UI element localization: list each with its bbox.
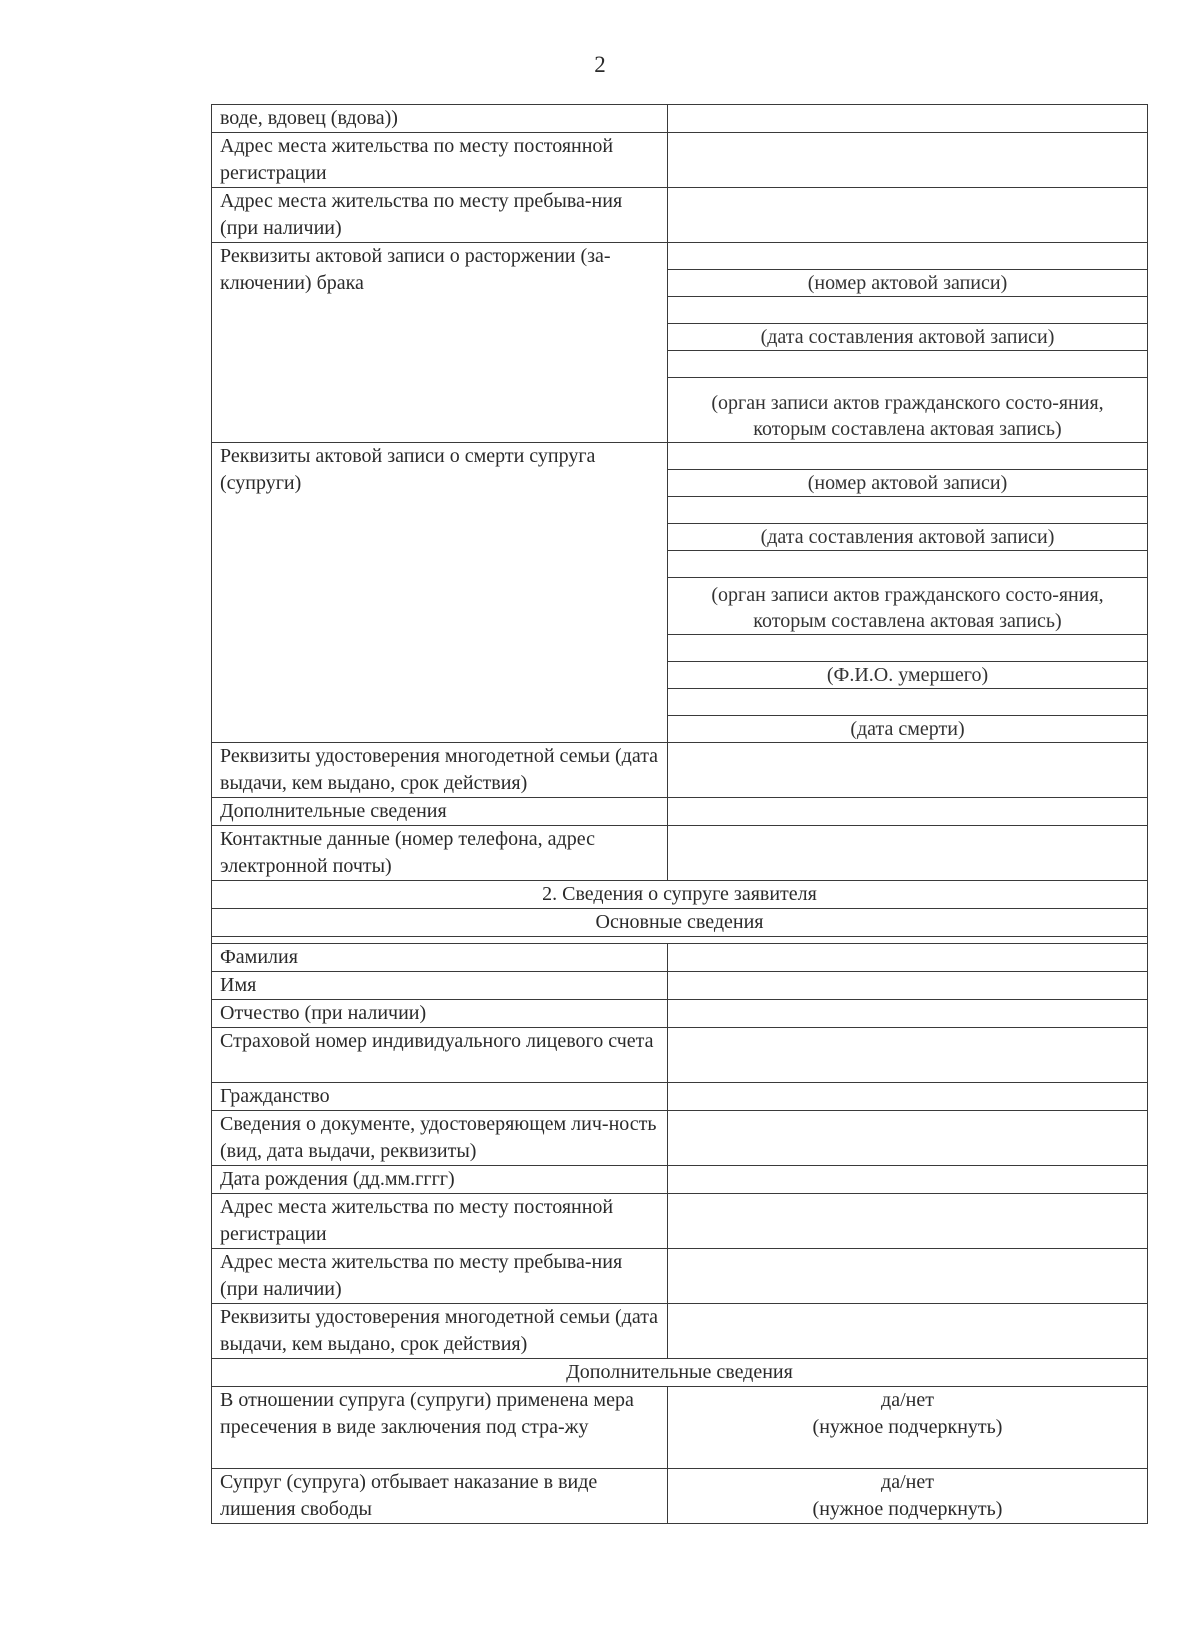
- choice-hint: (нужное подчеркнуть): [812, 1416, 1003, 1438]
- spacer-row: [212, 937, 1148, 944]
- table-row: [212, 972, 1148, 1000]
- field-value[interactable]: [668, 1028, 1148, 1083]
- field-label: Адрес места жительства по месту постоянной регистрации: [212, 133, 668, 188]
- field-value[interactable]: [668, 1304, 1148, 1359]
- table-row: [212, 937, 1148, 944]
- page-number: 2: [594, 52, 606, 77]
- yes-no-choice[interactable]: да/нет: [881, 1471, 934, 1493]
- sub-label: (Ф.И.О. умершего): [668, 662, 1148, 689]
- deceased-name-value[interactable]: [668, 635, 1148, 662]
- field-label: Гражданство: [212, 1083, 668, 1111]
- table-row: [212, 743, 1148, 798]
- main-info-header: Основные сведения: [212, 909, 1148, 937]
- field-value[interactable]: [668, 133, 1148, 188]
- field-value[interactable]: [668, 1194, 1148, 1249]
- death-record-authority-value[interactable]: [668, 551, 1148, 578]
- table-row: [212, 909, 1148, 937]
- detention-choice[interactable]: [668, 1387, 1148, 1469]
- field-label: Адрес места жительства по месту пребыва-ния (при наличии): [212, 1249, 668, 1304]
- death-record-date-value[interactable]: [668, 497, 1148, 524]
- field-value[interactable]: [668, 1000, 1148, 1028]
- field-label: Супруг (супруга) отбывает наказание в виде лишения свободы: [212, 1469, 668, 1524]
- table-row: [212, 443, 1148, 470]
- divorce-record-label: Реквизиты актовой записи о расторжении (за-ключении) брака: [212, 243, 668, 443]
- field-label: Сведения о документе, удостоверяющем лич-ность (вид, дата выдачи, реквизиты): [212, 1111, 668, 1166]
- divorce-record-date-value[interactable]: [668, 297, 1148, 324]
- field-value[interactable]: [668, 743, 1148, 798]
- table-row: [212, 1083, 1148, 1111]
- table-row: [212, 944, 1148, 972]
- field-value[interactable]: [668, 1249, 1148, 1304]
- table-row: [212, 826, 1148, 881]
- table-row: [212, 188, 1148, 243]
- field-label: Отчество (при наличии): [212, 1000, 668, 1028]
- sub-label: (дата смерти): [668, 716, 1148, 743]
- field-label: Страховой номер индивидуального лицевого счета: [212, 1028, 668, 1083]
- table-row: [212, 1111, 1148, 1166]
- field-value[interactable]: [668, 826, 1148, 881]
- field-label: Дата рождения (дд.мм.гггг): [212, 1166, 668, 1194]
- table-row: [212, 1249, 1148, 1304]
- field-value[interactable]: [668, 944, 1148, 972]
- table-row: [212, 1000, 1148, 1028]
- table-row: [212, 133, 1148, 188]
- table-row: [212, 798, 1148, 826]
- field-label: В отношении супруга (супруги) применена мера пресечения в виде заключения под стра-жу: [212, 1387, 668, 1469]
- field-label: Фамилия: [212, 944, 668, 972]
- sub-label: (номер актовой записи): [668, 470, 1148, 497]
- additional-info-header: Дополнительные сведения: [212, 1359, 1148, 1387]
- field-label: Реквизиты удостоверения многодетной семьи (дата выдачи, кем выдано, срок действия): [212, 1304, 668, 1359]
- field-label: Имя: [212, 972, 668, 1000]
- application-form-table: [211, 104, 1148, 1524]
- field-label: Дополнительные сведения: [212, 798, 668, 826]
- table-row: [212, 881, 1148, 909]
- field-value[interactable]: [668, 188, 1148, 243]
- field-value[interactable]: [668, 105, 1148, 133]
- death-record-number-value[interactable]: [668, 443, 1148, 470]
- table-row: [212, 1194, 1148, 1249]
- field-label: Адрес места жительства по месту пребыва-ния (при наличии): [212, 188, 668, 243]
- sub-label: (номер актовой записи): [668, 270, 1148, 297]
- death-date-value[interactable]: [668, 689, 1148, 716]
- field-value[interactable]: [668, 972, 1148, 1000]
- choice-hint: (нужное подчеркнуть): [812, 1498, 1003, 1520]
- divorce-record-number-value[interactable]: [668, 243, 1148, 270]
- divorce-record-authority-value[interactable]: [668, 351, 1148, 378]
- yes-no-choice[interactable]: да/нет: [881, 1389, 934, 1411]
- table-row: [212, 1304, 1148, 1359]
- section-title: 2. Сведения о супруге заявителя: [212, 881, 1148, 909]
- field-value[interactable]: [668, 1083, 1148, 1111]
- field-label: Реквизиты удостоверения многодетной семьи (дата выдачи, кем выдано, срок действия): [212, 743, 668, 798]
- death-record-label: Реквизиты актовой записи о смерти супруга (супруги): [212, 443, 668, 743]
- table-row: [212, 1387, 1148, 1469]
- table-row: [212, 1028, 1148, 1083]
- sub-label: (дата составления актовой записи): [668, 524, 1148, 551]
- field-label: воде, вдовец (вдова)): [212, 105, 668, 133]
- table-row: [212, 243, 1148, 270]
- field-label: Контактные данные (номер телефона, адрес электронной почты): [212, 826, 668, 881]
- sub-label: (орган записи актов гражданского состо-яния, которым составлена актовая запись): [668, 378, 1148, 443]
- sub-label: (орган записи актов гражданского состо-яния, которым составлена актовая запись): [668, 578, 1148, 635]
- field-value[interactable]: [668, 1166, 1148, 1194]
- field-value[interactable]: [668, 798, 1148, 826]
- table-row: [212, 105, 1148, 133]
- field-value[interactable]: [668, 1111, 1148, 1166]
- table-row: [212, 1359, 1148, 1387]
- table-row: [212, 1166, 1148, 1194]
- sub-label: (дата составления актовой записи): [668, 324, 1148, 351]
- imprisonment-choice[interactable]: [668, 1469, 1148, 1524]
- table-row: [212, 1469, 1148, 1524]
- field-label: Адрес места жительства по месту постоянной регистрации: [212, 1194, 668, 1249]
